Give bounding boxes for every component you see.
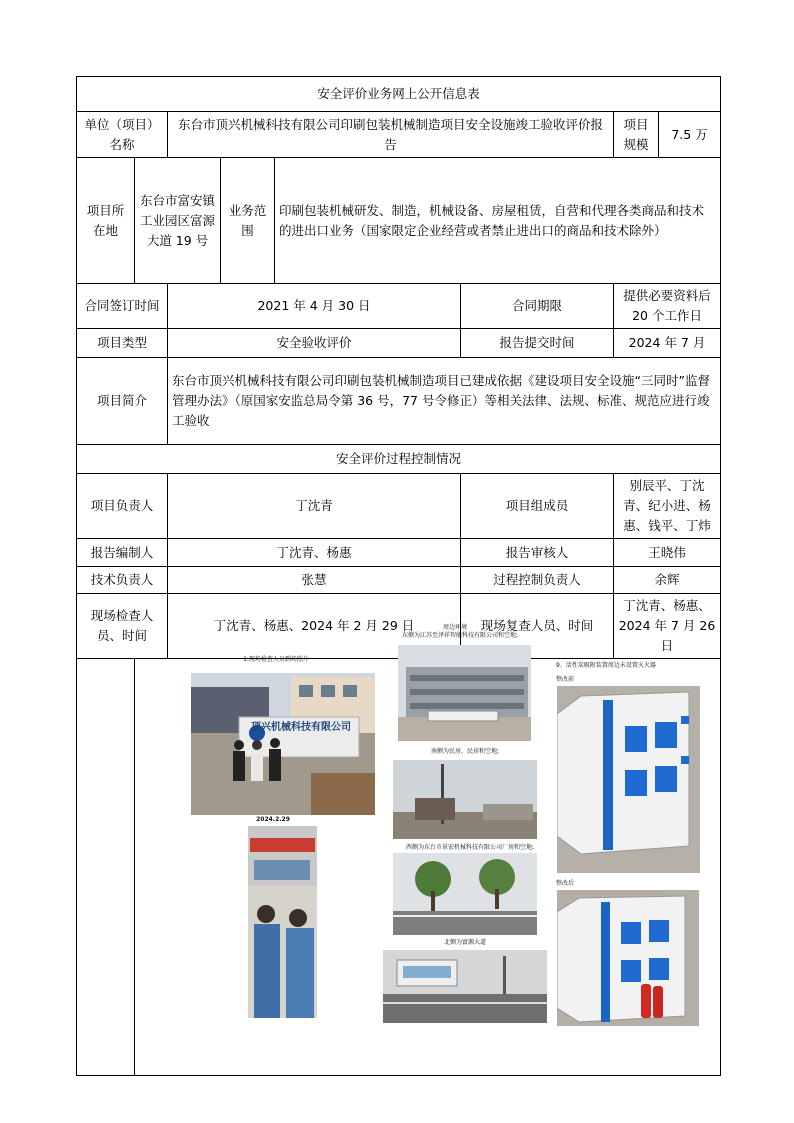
scale-label: 项目规模 <box>614 112 659 158</box>
inspect-label: 现场检查人员、时间 <box>77 594 168 659</box>
tech-value: 张慧 <box>168 567 461 594</box>
date-stamp: 2024.2.29 <box>256 816 290 823</box>
contract-date-label: 合同签订时间 <box>77 284 168 329</box>
north-photo <box>383 950 547 1023</box>
intro-value: 东台市顶兴机械科技有限公司印刷包装机械制造项目已建成依据《建设项目安全设施“三同时”监督管理办法》（原国家安监总局令第 36 号，77 号令修正）等相关法律、法规、标准、规范应进行竣工验收 <box>168 358 721 445</box>
south-photo <box>393 760 537 839</box>
editor-label: 报告编制人 <box>77 539 168 567</box>
editor-value: 丁沈青、杨惠 <box>168 539 461 567</box>
unit-label: 单位（项目）名称 <box>77 112 168 158</box>
team-photo <box>191 673 375 815</box>
report-time-value: 2024 年 7 月 <box>614 329 721 358</box>
caption-team: 1.现场检查人员到场照片 <box>243 656 309 663</box>
sign-text: 顶兴机械科技有限公司 <box>251 722 351 733</box>
west-photo-image <box>393 853 537 935</box>
caption-before: 整改前 <box>556 676 575 683</box>
scope-label: 业务范围 <box>221 158 275 284</box>
location-value: 东台市富安镇工业园区富源大道 19 号 <box>135 158 221 284</box>
recheck-value: 丁沈青、杨惠、2024 年 7 月 26 日 <box>614 594 721 659</box>
scope-value: 印刷包装机械研发、制造，机械设备、房屋租赁，自营和代理各类商品和技术的进出口业务（国家限定企业经营或者禁止进出口的商品和技术除外） <box>275 158 721 284</box>
project-type-label: 项目类型 <box>77 329 168 358</box>
intro-label: 项目简介 <box>77 358 168 445</box>
contract-period-value: 提供必要资料后 20 个工作日 <box>614 284 721 329</box>
members-value: 别辰平、丁沈青、纪小进、杨惠、钱平、丁炜 <box>614 474 721 539</box>
south-photo-image <box>393 760 537 839</box>
north-photo-image <box>383 950 547 1023</box>
caption-south: 南侧为民房、民居和空地; <box>430 748 500 755</box>
recheck-label: 现场复查人员、时间 <box>461 594 614 659</box>
caption-north: 北侧为富源大道 <box>443 939 486 946</box>
leader-value: 丁沈青 <box>168 474 461 539</box>
unit-value: 东台市顶兴机械科技有限公司印刷包装机械制造项目安全设施竣工验收评价报告 <box>168 112 614 158</box>
east-photo-image <box>398 645 531 741</box>
caption-after: 整改后 <box>556 880 575 887</box>
process-ctrl-value: 余辉 <box>614 567 721 594</box>
after-photo-image <box>557 890 699 1026</box>
west-photo <box>393 853 537 935</box>
reviewer-value: 王晓伟 <box>614 539 721 567</box>
team-photo-2 <box>248 826 317 1018</box>
process-title: 安全评价过程控制情况 <box>77 445 721 474</box>
east-photo <box>398 645 531 741</box>
caption-west: 西侧为东台市景宏机械科技有限公司厂房和空地; <box>405 844 535 851</box>
location-label: 项目所在地 <box>77 158 135 284</box>
team-photo-2-image <box>248 826 317 1018</box>
report-time-label: 报告提交时间 <box>461 329 614 358</box>
inspect-value: 丁沈青、杨惠、2024 年 2 月 29 日 <box>168 594 461 659</box>
before-photo <box>557 686 700 873</box>
table-title: 安全评价业务网上公开信息表 <box>77 77 721 112</box>
before-photo-image <box>557 686 700 873</box>
team-photo-image <box>191 673 375 815</box>
caption-env: 周边环境 <box>442 624 467 631</box>
caption-issue: 9、活性炭吸附装置周边未设置灭火器 <box>556 662 656 669</box>
scale-value: 7.5 万 <box>659 112 721 158</box>
contract-period-label: 合同期限 <box>461 284 614 329</box>
members-label: 项目组成员 <box>461 474 614 539</box>
tech-label: 技术负责人 <box>77 567 168 594</box>
leader-label: 项目负责人 <box>77 474 168 539</box>
photo-label-cell <box>77 659 135 1076</box>
project-type-value: 安全验收评价 <box>168 329 461 358</box>
after-photo <box>557 890 699 1026</box>
reviewer-label: 报告审核人 <box>461 539 614 567</box>
process-ctrl-label: 过程控制负责人 <box>461 567 614 594</box>
contract-date-value: 2021 年 4 月 30 日 <box>168 284 461 329</box>
caption-east: 东侧为江苏至泽祥智能科技有限公司和空地; <box>401 632 519 639</box>
